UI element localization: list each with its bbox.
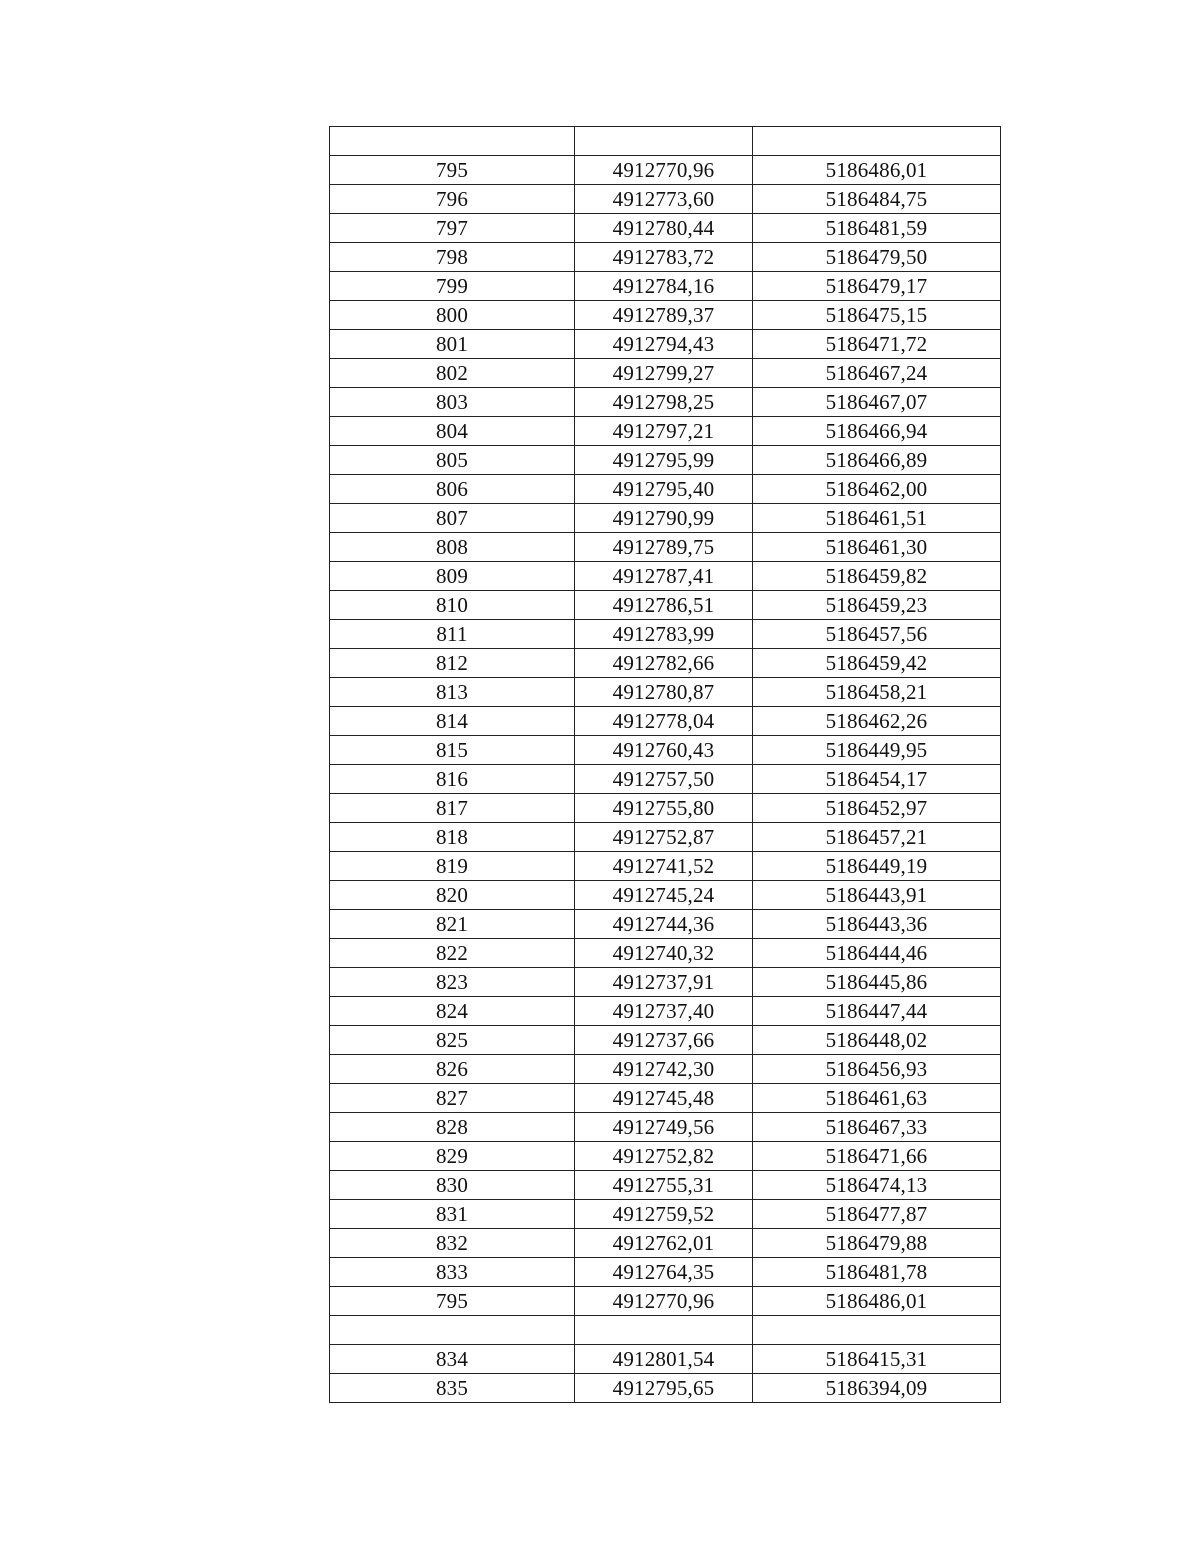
- y-coordinate-cell: [753, 127, 1001, 156]
- point-number-cell: 817: [330, 794, 575, 823]
- point-number-cell: 824: [330, 997, 575, 1026]
- y-coordinate-cell: 5186479,17: [753, 272, 1001, 301]
- x-coordinate-cell: 4912773,60: [575, 185, 753, 214]
- point-number-cell: 828: [330, 1113, 575, 1142]
- point-number-cell: 811: [330, 620, 575, 649]
- table-row: [330, 852, 1001, 881]
- y-coordinate-cell: 5186466,94: [753, 417, 1001, 446]
- point-number-cell: 795: [330, 1287, 575, 1316]
- table-row: [330, 591, 1001, 620]
- y-coordinate-cell: 5186461,30: [753, 533, 1001, 562]
- y-coordinate-cell: 5186456,93: [753, 1055, 1001, 1084]
- y-coordinate-cell: 5186481,78: [753, 1258, 1001, 1287]
- point-number-cell: 820: [330, 881, 575, 910]
- x-coordinate-cell: 4912741,52: [575, 852, 753, 881]
- point-number-cell: 805: [330, 446, 575, 475]
- y-coordinate-cell: 5186474,13: [753, 1171, 1001, 1200]
- point-number-cell: 832: [330, 1229, 575, 1258]
- point-number-cell: 822: [330, 939, 575, 968]
- table-row: [330, 1229, 1001, 1258]
- table-row: [330, 968, 1001, 997]
- table-row: [330, 446, 1001, 475]
- y-coordinate-cell: 5186458,21: [753, 678, 1001, 707]
- point-number-cell: 830: [330, 1171, 575, 1200]
- point-number-cell: 813: [330, 678, 575, 707]
- point-number-cell: 799: [330, 272, 575, 301]
- table-row: [330, 649, 1001, 678]
- x-coordinate-cell: 4912764,35: [575, 1258, 753, 1287]
- x-coordinate-cell: 4912795,99: [575, 446, 753, 475]
- x-coordinate-cell: 4912737,66: [575, 1026, 753, 1055]
- point-number-cell: 819: [330, 852, 575, 881]
- table-row: [330, 272, 1001, 301]
- y-coordinate-cell: 5186444,46: [753, 939, 1001, 968]
- x-coordinate-cell: 4912749,56: [575, 1113, 753, 1142]
- table-row: [330, 1374, 1001, 1403]
- y-coordinate-cell: 5186448,02: [753, 1026, 1001, 1055]
- y-coordinate-cell: 5186459,23: [753, 591, 1001, 620]
- coordinate-table-page: [329, 126, 1000, 1403]
- y-coordinate-cell: 5186466,89: [753, 446, 1001, 475]
- point-number-cell: 810: [330, 591, 575, 620]
- x-coordinate-cell: 4912798,25: [575, 388, 753, 417]
- y-coordinate-cell: 5186415,31: [753, 1345, 1001, 1374]
- table-row: [330, 997, 1001, 1026]
- point-number-cell: 804: [330, 417, 575, 446]
- point-number-cell: [330, 127, 575, 156]
- point-number-cell: 834: [330, 1345, 575, 1374]
- x-coordinate-cell: 4912737,91: [575, 968, 753, 997]
- y-coordinate-cell: 5186394,09: [753, 1374, 1001, 1403]
- point-number-cell: 802: [330, 359, 575, 388]
- table-row: [330, 1258, 1001, 1287]
- x-coordinate-cell: 4912801,54: [575, 1345, 753, 1374]
- x-coordinate-cell: 4912789,37: [575, 301, 753, 330]
- table-row: [330, 1026, 1001, 1055]
- y-coordinate-cell: 5186459,82: [753, 562, 1001, 591]
- table-row: [330, 823, 1001, 852]
- point-number-cell: 835: [330, 1374, 575, 1403]
- table-row: [330, 1200, 1001, 1229]
- y-coordinate-cell: 5186459,42: [753, 649, 1001, 678]
- y-coordinate-cell: 5186486,01: [753, 156, 1001, 185]
- x-coordinate-cell: 4912783,72: [575, 243, 753, 272]
- table-row: [330, 214, 1001, 243]
- point-number-cell: 795: [330, 156, 575, 185]
- table-row: [330, 794, 1001, 823]
- table-row: [330, 156, 1001, 185]
- table-row: [330, 359, 1001, 388]
- point-number-cell: 823: [330, 968, 575, 997]
- table-row: [330, 678, 1001, 707]
- y-coordinate-cell: 5186449,19: [753, 852, 1001, 881]
- point-number-cell: [330, 1316, 575, 1345]
- table-row: [330, 127, 1001, 156]
- point-number-cell: 809: [330, 562, 575, 591]
- table-row: [330, 301, 1001, 330]
- point-number-cell: 821: [330, 910, 575, 939]
- table-row: [330, 736, 1001, 765]
- point-number-cell: 798: [330, 243, 575, 272]
- table-row: [330, 504, 1001, 533]
- y-coordinate-cell: 5186452,97: [753, 794, 1001, 823]
- table-row: [330, 1084, 1001, 1113]
- table-row: [330, 881, 1001, 910]
- point-number-cell: 806: [330, 475, 575, 504]
- y-coordinate-cell: 5186479,50: [753, 243, 1001, 272]
- point-number-cell: 812: [330, 649, 575, 678]
- table-row: [330, 765, 1001, 794]
- y-coordinate-cell: 5186486,01: [753, 1287, 1001, 1316]
- y-coordinate-cell: 5186467,24: [753, 359, 1001, 388]
- x-coordinate-cell: 4912752,87: [575, 823, 753, 852]
- table-row: [330, 1316, 1001, 1345]
- table-row: [330, 417, 1001, 446]
- table-row: [330, 185, 1001, 214]
- x-coordinate-cell: 4912783,99: [575, 620, 753, 649]
- table-row: [330, 1171, 1001, 1200]
- table-row: [330, 330, 1001, 359]
- y-coordinate-cell: 5186457,56: [753, 620, 1001, 649]
- table-row: [330, 707, 1001, 736]
- x-coordinate-cell: 4912790,99: [575, 504, 753, 533]
- point-number-cell: 825: [330, 1026, 575, 1055]
- x-coordinate-cell: 4912789,75: [575, 533, 753, 562]
- table-row: [330, 243, 1001, 272]
- x-coordinate-cell: 4912780,87: [575, 678, 753, 707]
- table-row: [330, 562, 1001, 591]
- table-row: [330, 533, 1001, 562]
- point-number-cell: 797: [330, 214, 575, 243]
- x-coordinate-cell: [575, 1316, 753, 1345]
- x-coordinate-cell: 4912744,36: [575, 910, 753, 939]
- x-coordinate-cell: 4912795,65: [575, 1374, 753, 1403]
- x-coordinate-cell: 4912755,80: [575, 794, 753, 823]
- y-coordinate-cell: 5186461,51: [753, 504, 1001, 533]
- table-row: [330, 1142, 1001, 1171]
- point-number-cell: 833: [330, 1258, 575, 1287]
- y-coordinate-cell: 5186479,88: [753, 1229, 1001, 1258]
- y-coordinate-cell: 5186475,15: [753, 301, 1001, 330]
- point-number-cell: 826: [330, 1055, 575, 1084]
- y-coordinate-cell: 5186481,59: [753, 214, 1001, 243]
- y-coordinate-cell: 5186467,33: [753, 1113, 1001, 1142]
- y-coordinate-cell: 5186462,00: [753, 475, 1001, 504]
- table-row: [330, 620, 1001, 649]
- x-coordinate-cell: 4912737,40: [575, 997, 753, 1026]
- y-coordinate-cell: 5186449,95: [753, 736, 1001, 765]
- x-coordinate-cell: 4912786,51: [575, 591, 753, 620]
- point-number-cell: 803: [330, 388, 575, 417]
- y-coordinate-cell: 5186454,17: [753, 765, 1001, 794]
- point-number-cell: 808: [330, 533, 575, 562]
- point-number-cell: 814: [330, 707, 575, 736]
- x-coordinate-cell: 4912782,66: [575, 649, 753, 678]
- point-number-cell: 816: [330, 765, 575, 794]
- table-row: [330, 1055, 1001, 1084]
- y-coordinate-cell: 5186467,07: [753, 388, 1001, 417]
- table-row: [330, 475, 1001, 504]
- y-coordinate-cell: 5186457,21: [753, 823, 1001, 852]
- y-coordinate-cell: 5186443,91: [753, 881, 1001, 910]
- table-row: [330, 910, 1001, 939]
- x-coordinate-cell: 4912745,24: [575, 881, 753, 910]
- x-coordinate-cell: 4912770,96: [575, 1287, 753, 1316]
- point-number-cell: 829: [330, 1142, 575, 1171]
- x-coordinate-cell: 4912740,32: [575, 939, 753, 968]
- y-coordinate-cell: 5186447,44: [753, 997, 1001, 1026]
- x-coordinate-cell: 4912784,16: [575, 272, 753, 301]
- x-coordinate-cell: 4912745,48: [575, 1084, 753, 1113]
- coordinate-table: [329, 126, 1001, 1403]
- table-row: [330, 1345, 1001, 1374]
- x-coordinate-cell: 4912797,21: [575, 417, 753, 446]
- x-coordinate-cell: 4912759,52: [575, 1200, 753, 1229]
- table-row: [330, 388, 1001, 417]
- x-coordinate-cell: 4912762,01: [575, 1229, 753, 1258]
- x-coordinate-cell: 4912755,31: [575, 1171, 753, 1200]
- table-row: [330, 1287, 1001, 1316]
- point-number-cell: 827: [330, 1084, 575, 1113]
- y-coordinate-cell: 5186484,75: [753, 185, 1001, 214]
- x-coordinate-cell: 4912787,41: [575, 562, 753, 591]
- coordinate-table-body: [330, 127, 1001, 1403]
- point-number-cell: 796: [330, 185, 575, 214]
- table-row: [330, 1113, 1001, 1142]
- y-coordinate-cell: [753, 1316, 1001, 1345]
- x-coordinate-cell: 4912757,50: [575, 765, 753, 794]
- point-number-cell: 815: [330, 736, 575, 765]
- x-coordinate-cell: 4912752,82: [575, 1142, 753, 1171]
- point-number-cell: 801: [330, 330, 575, 359]
- x-coordinate-cell: 4912760,43: [575, 736, 753, 765]
- y-coordinate-cell: 5186445,86: [753, 968, 1001, 997]
- y-coordinate-cell: 5186462,26: [753, 707, 1001, 736]
- x-coordinate-cell: 4912778,04: [575, 707, 753, 736]
- x-coordinate-cell: 4912795,40: [575, 475, 753, 504]
- x-coordinate-cell: 4912770,96: [575, 156, 753, 185]
- y-coordinate-cell: 5186477,87: [753, 1200, 1001, 1229]
- y-coordinate-cell: 5186461,63: [753, 1084, 1001, 1113]
- point-number-cell: 807: [330, 504, 575, 533]
- y-coordinate-cell: 5186471,72: [753, 330, 1001, 359]
- point-number-cell: 831: [330, 1200, 575, 1229]
- x-coordinate-cell: 4912799,27: [575, 359, 753, 388]
- point-number-cell: 800: [330, 301, 575, 330]
- x-coordinate-cell: [575, 127, 753, 156]
- y-coordinate-cell: 5186443,36: [753, 910, 1001, 939]
- y-coordinate-cell: 5186471,66: [753, 1142, 1001, 1171]
- x-coordinate-cell: 4912742,30: [575, 1055, 753, 1084]
- table-row: [330, 939, 1001, 968]
- point-number-cell: 818: [330, 823, 575, 852]
- x-coordinate-cell: 4912780,44: [575, 214, 753, 243]
- x-coordinate-cell: 4912794,43: [575, 330, 753, 359]
